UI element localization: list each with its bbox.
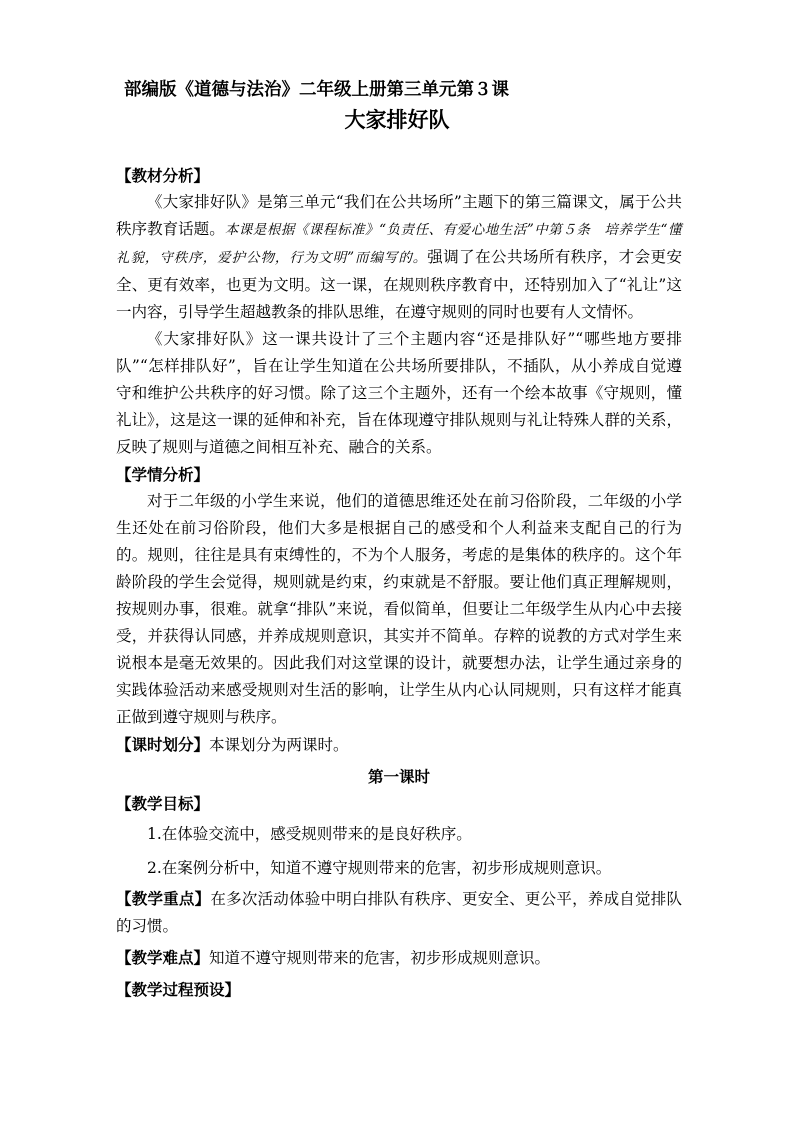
text-segment-curriculum-standard: 本课是根据《课程标准》“负责任、有爱心地生活”中第５条 培养学生“懂礼貌，守秩序，爱护公物，行为文明”而编写的。 (116, 222, 682, 266)
teaching-key-point (116, 885, 682, 940)
paragraph-textbook-analysis-2: 《大家排好队》这一课共设计了三个主题内容“还是排队好”“哪些地方要排队”“怎样排队好”，旨在让学生知道在公共场所要排队，不插队，从小养成自觉遵守和维护公共秩序的好习惯。除了这三个主题外，还有一个绘本故事《守规则，懂礼让》，这是这一课的延伸和补充，旨在体现遵守排队规则与礼让特殊人群的关系，反映了规则与道德之间相互补充、融合的关系。 (116, 330, 682, 456)
section-heading-teaching-goals: 【教学目标】 (116, 794, 210, 813)
lesson-division (116, 731, 682, 759)
first-lesson-heading: 第一课时 (367, 767, 430, 786)
section-heading-textbook-analysis: 【教材分析】 (116, 166, 210, 185)
paragraph-textbook-analysis-1 (116, 189, 682, 326)
paragraph-student-analysis: 对于二年级的小学生来说，他们的道德思维还处在前习俗阶段，二年级的小学生还处在前习俗阶段，他们大多是根据自己的感受和个人利益来支配自己的行为的。规则，往往是具有束缚性的，不为个人服务，考虑的是集体的秩序的。这个年龄阶段的学生会觉得，规则就是约束，约束就是不舒服。要让他们真正理解规则，按规则办事，很难。就拿“排队”来说，看似简单，但要让二年级学生从内心中去接受，并获得认同感，并养成规则意识，其实并不简单。存粹的说教的方式对学生来说根本是毫无效果的。因此我们对这堂课的设计，就要想办法，让学生通过亲身的实践体验活动来感受规则对生活的影响，让学生从内心认同规则，只有这样才能真正做到遵守规则与秩序。 (116, 492, 682, 726)
teaching-difficulty (116, 944, 682, 972)
teaching-difficulty-text: 知道不遵守规则带来的危害，初步形成规则意识。 (209, 949, 551, 967)
section-heading-teaching-process: 【教学过程预设】 (116, 980, 241, 999)
lesson-division-label: 【课时划分】 (116, 735, 210, 754)
teaching-key-point-text: 在多次活动体验中明白排队有秩序、更安全、更公平，养成自觉排队的习惯。 (116, 890, 682, 935)
document-title: 大家排好队 (344, 108, 450, 132)
section-heading-student-analysis: 【学情分析】 (116, 465, 210, 484)
lesson-division-text: 本课划分为两课时。 (209, 736, 349, 754)
document-header: 部编版《道德与法治》二年级上册第三单元第３课 (124, 80, 509, 100)
teaching-key-point-label: 【教学重点】 (116, 889, 211, 908)
text-segment: 《大家排好队》是第三单元“我们在公共场所”主题下的第三篇课文，属于公共秩序教育话题。 (116, 193, 682, 238)
teaching-goal-item: 2.在案例分析中，知道不遵守规则带来的危害，初步形成规则意识。 (147, 859, 612, 877)
text-segment: 强调了在公共场所有秩序，才会更安全、更有效率，也更为文明。这一课，在规则秩序教育中，还特别加入了“礼让”这一内容，引导学生超越教条的排队思维，在遵守规则的同时也要有人文情怀。 (116, 248, 682, 321)
teaching-goal-item: 1.在体验交流中，感受规则带来的是良好秩序。 (147, 825, 472, 843)
document-body (116, 162, 682, 1003)
teaching-difficulty-label: 【教学难点】 (116, 948, 210, 967)
